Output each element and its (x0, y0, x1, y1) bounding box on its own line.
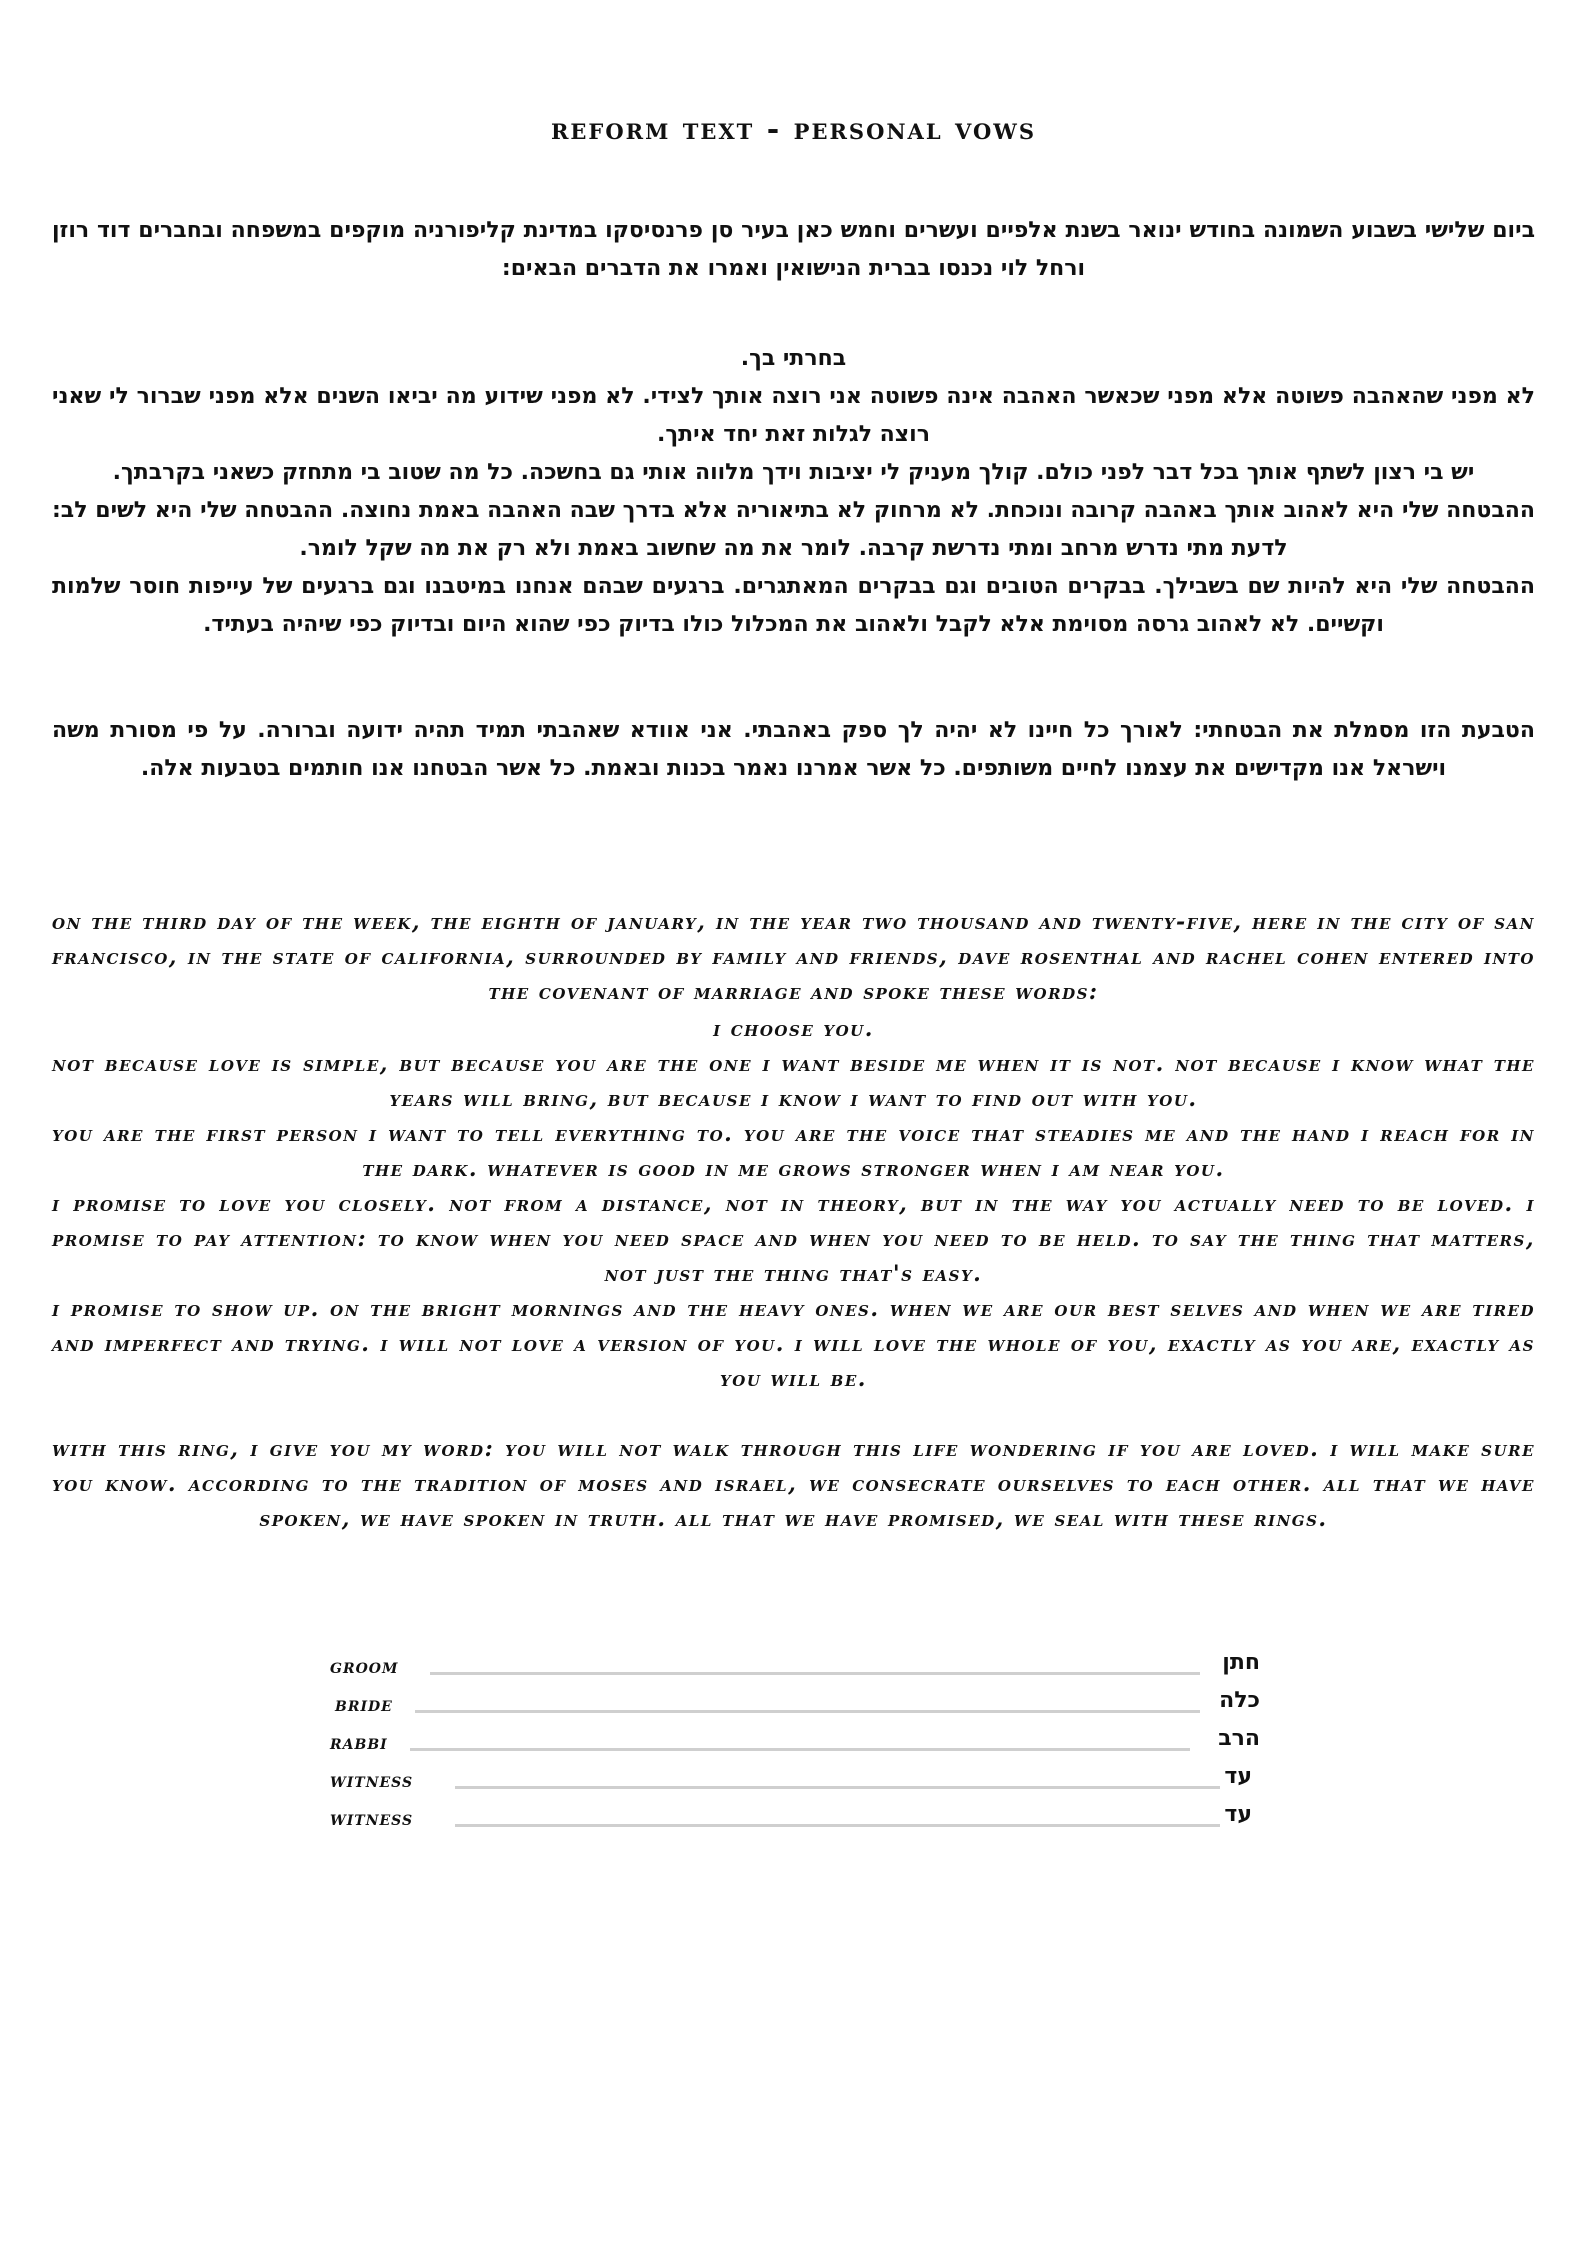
hebrew-vow-1: לא מפני שהאהבה פשוטה אלא מפני שכאשר האהבה אינה פשוטה אני רוצה אותך לצידי. לא מפני שידוע מה יביאו השנים אלא מפני שברור לי שאני רוצה לגלות זאת יחד איתך. (52, 384, 1535, 447)
english-ring-block (52, 1432, 1535, 1537)
signature-line[interactable] (455, 1786, 1220, 1789)
signature-label-he: הרב (1218, 1726, 1260, 1751)
hebrew-vow-4: ההבטחה שלי היא להיות שם בשבילך. בבקרים הטובים וגם בבקרים המאתגרים. ברגעים שבהם אנחנו במיטבנו וגם ברגעים של עייפות חוסר שלמות וקשיים. לא לאהוב גרסה מסוימת אלא לקבל ולאהוב את המכלול כולו בדיוק כפי שהוא היום ובדיוק כפי שיהיה בעתיד. (52, 574, 1535, 637)
english-choose: i choose you. (713, 1016, 874, 1042)
english-vow-1: not because love is simple, but because you are the one i want beside me when it is not. not because i know what the years will bring, but because i know i want to find out with you. (52, 1051, 1535, 1112)
hebrew-vow-2: יש בי רצון לשתף אותך בכל דבר לפני כולם. קולך מעניק לי יציבות וידך מלווה אותי גם בחשכה. כל מה שטוב בי מתחזק כשאני בקרבתך. (112, 460, 1475, 485)
hebrew-ring: הטבעת הזו מסמלת את הבטחתי: לאורך כל חיינו לא יהיה לך ספק באהבתי. אני אוודא שאהבתי תמיד תהיה ידועה וברורה. על פי מסורת משה וישראל אנו מקדישים את עצמנו לחיים משותפים. כל אשר אמרנו נאמר בכנות ובאמת. כל אשר הבטחנו אנו חותמים בטבעות אלה. (52, 718, 1535, 781)
signature-label-he: חתן (1222, 1650, 1260, 1675)
signature-row-witness-1 (330, 1762, 1260, 1800)
hebrew-intro-block (52, 212, 1535, 288)
english-vow-4: i promise to show up. on the bright mornings and the heavy ones. when we are our best selves and when we are tired and imperfect and trying. i will not love a version of you. i will love the whole of you, exactly as you are, exactly as you will be. (52, 1296, 1535, 1392)
signature-label-he: עד (1224, 1802, 1252, 1827)
signature-row-rabbi (330, 1724, 1260, 1762)
signature-label-en: groom (330, 1654, 399, 1678)
signature-line[interactable] (415, 1710, 1200, 1713)
signature-label-en: witness (330, 1806, 414, 1830)
signature-label-he: עד (1224, 1764, 1252, 1789)
hebrew-ring-block (52, 712, 1535, 788)
english-vow-2: you are the first person i want to tell everything to. you are the voice that steadies me and the hand i reach for in the dark. whatever is good in me grows stronger when i am near you. (52, 1121, 1535, 1182)
signature-block (330, 1648, 1260, 1838)
english-vows-block (52, 1012, 1535, 1397)
document-title: reform text - personal vows (550, 112, 1037, 147)
hebrew-vows-block (52, 340, 1535, 644)
signature-line[interactable] (455, 1824, 1220, 1827)
signature-line[interactable] (410, 1748, 1190, 1751)
hebrew-choose: בחרתי בך. (740, 346, 847, 371)
signature-label-en: witness (330, 1768, 414, 1792)
signature-label-he: כלה (1219, 1688, 1260, 1713)
signature-row-witness-2 (330, 1800, 1260, 1838)
signature-label-en: rabbi (330, 1730, 388, 1754)
english-intro: on the third day of the week, the eighth of january, in the year two thousand and twenty-five, here in the city of san francisco, in the state of california, surrounded by family and friends, dave rosenthal and rachel cohen entered into the covenant of marriage and spoke these words: (52, 909, 1535, 1005)
english-ring: with this ring, i give you my word: you will not walk through this life wondering if you are loved. i will make sure you know. according to the tradition of moses and israel, we consecrate ourselves to each other. all that we have spoken, we have spoken in truth. all that we have promised, we seal with these rings. (52, 1436, 1535, 1532)
signature-label-en: bride (335, 1692, 393, 1716)
signature-row-bride (330, 1686, 1260, 1724)
hebrew-vow-3: ההבטחה שלי היא לאהוב אותך באהבה קרובה ונוכחת. לא מרחוק לא בתיאוריה אלא בדרך שבה האהבה באמת נחוצה. ההבטחה שלי היא לשים לב: לדעת מתי נדרש מרחב ומתי נדרשת קרבה. לומר את מה שחשוב באמת ולא רק את מה שקל לומר. (52, 498, 1535, 561)
signature-line[interactable] (430, 1672, 1200, 1675)
english-intro-block (52, 905, 1535, 1010)
hebrew-intro: ביום שלישי בשבוע השמונה בחודש ינואר בשנת אלפיים ועשרים וחמש כאן בעיר סן פרנסיסקו במדינת קליפורניה מוקפים במשפחה ובחברים דוד רוזן ורחל לוי נכנסו בברית הנישואין ואמרו את הדברים הבאים: (52, 218, 1535, 281)
english-vow-3: i promise to love you closely. not from a distance, not in theory, but in the way you actually need to be loved. i promise to pay attention: to know when you need space and when you need to be held. to say the thing that matters, not just the thing that's easy. (52, 1191, 1535, 1287)
signature-row-groom (330, 1648, 1260, 1686)
